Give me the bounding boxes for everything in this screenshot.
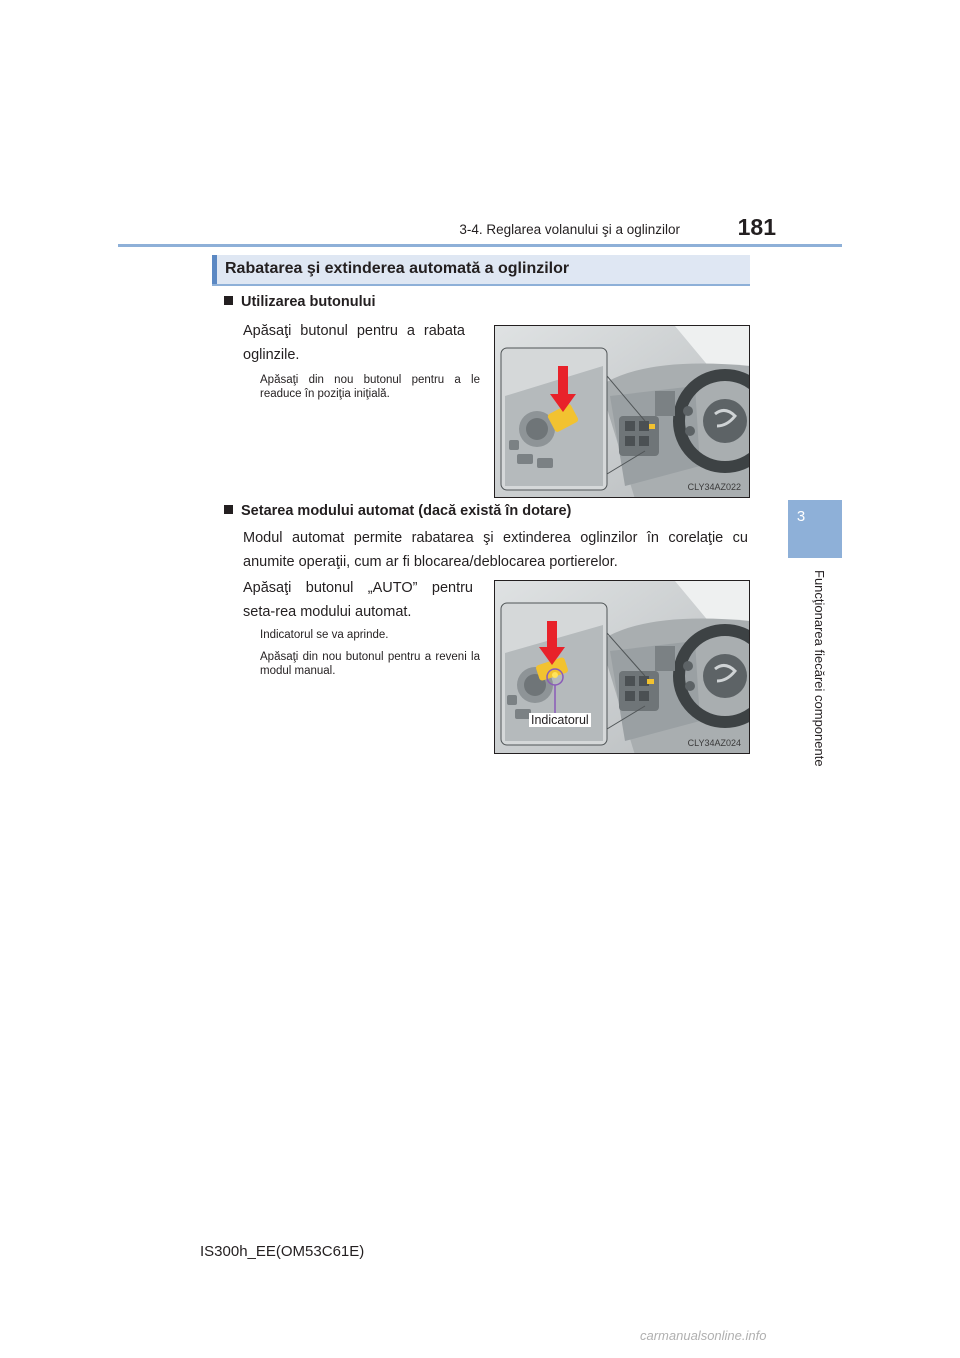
figure-mirror-fold-button (494, 325, 750, 498)
subheading-text: Setarea modului automat (dacă există în dotare) (241, 503, 572, 519)
note-manual-mode: Apăsaţi din nou butonul pentru a reveni la modul manual. (260, 651, 480, 677)
section-heading (212, 255, 750, 286)
subheading-button-use (224, 294, 376, 310)
chapter-number: 3 (796, 508, 806, 525)
auto-mode-description: Modul automat permite rabatarea şi extinderea oglinzilor în corelaţie cu anumite operaţii, cum ar fi blocarea/deblocarea portierelor. (243, 530, 748, 570)
instruction-fold: Apăsaţi butonul pentru a rabata oglinzile. (243, 323, 465, 363)
chapter-title: Funcţionarea fiecărei componente (812, 570, 827, 767)
chapter-tab (788, 500, 842, 558)
subheading-auto-mode (224, 503, 571, 519)
indicator-label: Indicatorul (531, 713, 589, 727)
document-code: IS300h_EE(OM53C61E) (200, 1243, 365, 1260)
figure-illustration (495, 581, 750, 754)
instruction-auto: Apăsaţi butonul „AUTO” pentru seta-rea modului automat. (243, 580, 473, 620)
section-title: Rabatarea şi extinderea automată a oglinzilor (225, 260, 570, 277)
subheading-text: Utilizarea butonului (241, 294, 376, 310)
figure-illustration (495, 326, 750, 498)
page-number: 181 (737, 214, 776, 240)
header-rule (118, 244, 842, 247)
figure-auto-button (494, 580, 750, 754)
note-restore: Apăsaţi din nou butonul pentru a le readuce în poziţia iniţială. (260, 374, 480, 400)
watermark: carmanualsonline.info (640, 1328, 767, 1343)
running-head: 3-4. Reglarea volanului şi a oglinzilor (459, 222, 680, 237)
square-bullet-icon (224, 505, 233, 514)
figure-code: CLY34AZ024 (687, 738, 741, 748)
chapter-title-vertical (798, 570, 826, 780)
note-indicator-lights: Indicatorul se va aprinde. (260, 629, 389, 641)
section-heading-stripe (212, 255, 217, 284)
square-bullet-icon (224, 296, 233, 305)
figure-code: CLY34AZ022 (687, 482, 741, 492)
